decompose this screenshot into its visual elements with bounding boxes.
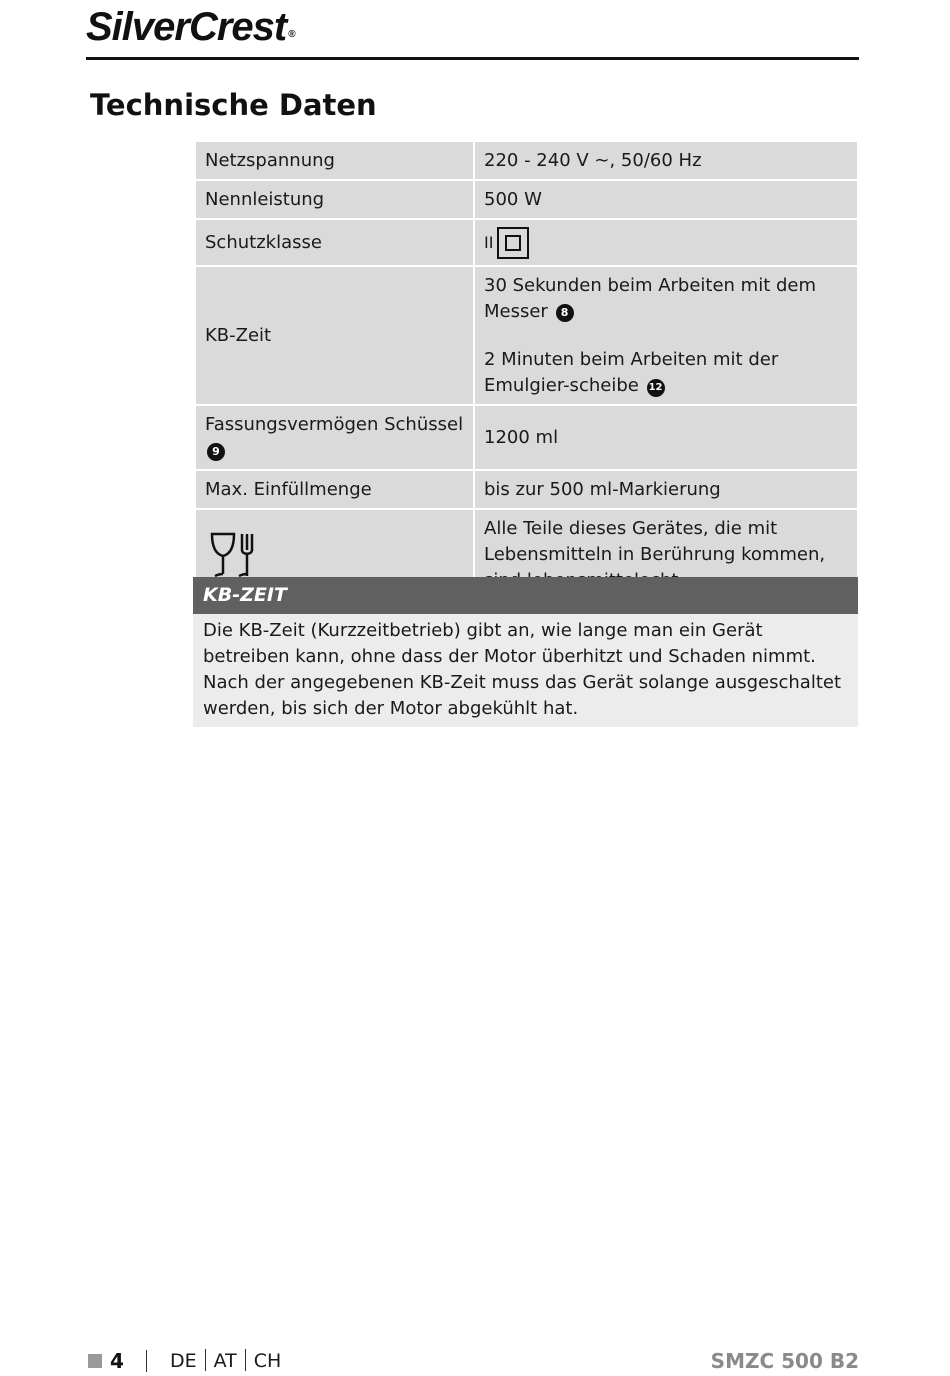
footer-divider xyxy=(146,1350,147,1372)
table-row xyxy=(195,180,858,219)
protection-class-text: II xyxy=(484,233,494,252)
spec-label: Max. Einfüllmenge xyxy=(195,470,474,509)
kb-zeit-note xyxy=(193,577,858,727)
spec-value: 220 - 240 V ∼, 50/60 Hz xyxy=(474,141,858,180)
food-safe-icon xyxy=(209,530,255,580)
page-number: 4 xyxy=(110,1349,124,1373)
note-body: Die KB-Zeit (Kurzzeitbetrieb) gibt an, wie lange man ein Gerät betreiben kann, ohne dass der Motor überhitzt und Schaden nimmt. Nach der angegebenen KB-Zeit muss das Gerät solange ausgeschaltet werden, bis sich der Motor abgekühlt hat. xyxy=(193,614,858,727)
kb-value-1: 30 Sekunden beim Arbeiten mit dem Messer 8 xyxy=(484,275,817,322)
table-row xyxy=(195,470,858,509)
part-ref-badge: 8 xyxy=(556,304,574,322)
country-code: CH xyxy=(253,1350,282,1372)
note-heading: KB-ZEIT xyxy=(193,577,858,614)
spec-value xyxy=(474,266,858,405)
part-ref-badge: 12 xyxy=(647,379,665,397)
double-insulation-icon xyxy=(497,227,529,259)
table-row xyxy=(195,266,858,405)
spec-value: Alle Teile dieses Gerätes, die mit Lebensmitteln in Berührung kommen, xyxy=(474,509,858,600)
spec-label: KB-Zeit xyxy=(195,266,474,405)
spec-label: Netzspannung xyxy=(195,141,474,180)
spec-label: Nennleistung xyxy=(195,180,474,219)
kb-value-2: 2 Minuten beim Arbeiten mit der Emulgier-scheibe 12 xyxy=(484,349,779,396)
table-row xyxy=(195,141,858,180)
spec-label: Fassungsvermögen Schüssel 9 xyxy=(195,405,474,470)
spec-table xyxy=(194,140,859,601)
country-codes xyxy=(170,1349,281,1372)
spec-value: 1200 ml xyxy=(474,405,858,470)
table-row xyxy=(195,405,858,470)
country-code: AT xyxy=(213,1350,237,1372)
spec-label: Schutzklasse xyxy=(195,219,474,266)
country-code: DE xyxy=(170,1350,197,1372)
protection-class-symbol xyxy=(484,227,529,259)
spec-value: bis zur 500 ml-Markierung xyxy=(474,470,858,509)
page-title: Technische Daten xyxy=(90,88,377,122)
page-marker xyxy=(88,1354,102,1368)
model-number: SMZC 500 B2 xyxy=(710,1349,859,1373)
table-row xyxy=(195,219,858,266)
footer xyxy=(86,1348,859,1376)
brand-logo: SilverCrest ® xyxy=(86,5,295,49)
spec-value: 500 W xyxy=(474,180,858,219)
part-ref-badge: 9 xyxy=(207,443,225,461)
spec-value xyxy=(474,219,858,266)
header-rule xyxy=(86,57,859,60)
